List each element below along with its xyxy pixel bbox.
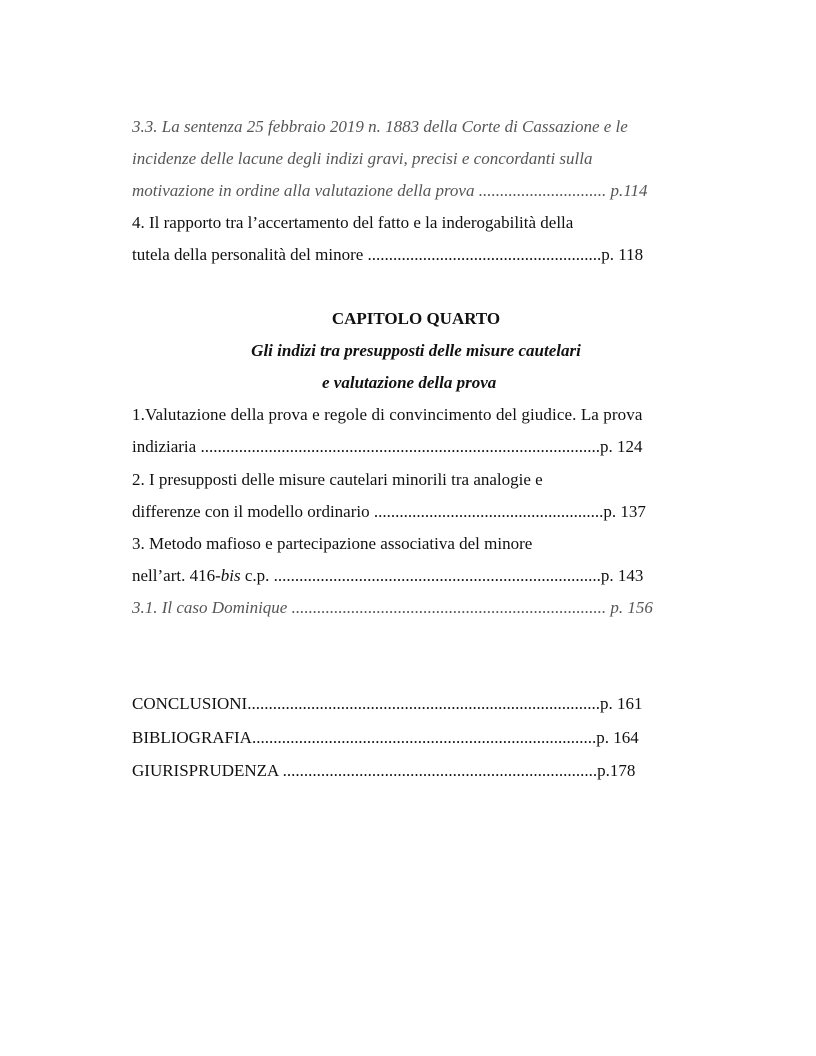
toc-1-line-1: 1.Valutazione della prova e regole di convincimento del giudice. La prova [132, 405, 643, 424]
toc-conclusioni: CONCLUSIONI...................................................................................p. 161 [132, 694, 643, 713]
toc-2-line-2: differenze con il modello ordinario ......................................................p. 137 [132, 502, 646, 521]
toc-3-3-line-1: 3.3. La sentenza 25 febbraio 2019 n. 1883 della Corte di Cassazione e le [132, 117, 628, 136]
toc-3-line-1: 3. Metodo mafioso e partecipazione associativa del minore [132, 534, 533, 553]
chapter-subtitle-line-2: e valutazione della prova [322, 373, 497, 392]
toc-4-line-2: tutela della personalità del minore .......................................................p. 118 [132, 245, 644, 264]
toc-3-line-2-prefix: nell’art. 416- [132, 566, 221, 585]
toc-3-line-2-italic: bis [220, 566, 241, 585]
toc-3-3-line-3: motivazione in ordine alla valutazione della prova .............................. p.114 [132, 181, 648, 200]
toc-bibliografia: BIBLIOGRAFIA.................................................................................p. 164 [132, 728, 639, 747]
toc-4-line-1: 4. Il rapporto tra l’accertamento del fatto e la inderogabilità della [132, 213, 574, 232]
toc-1-line-2: indiziaria ..............................................................................................p. 124 [132, 437, 643, 456]
chapter-heading: CAPITOLO QUARTO [331, 309, 501, 328]
toc-3-3-line-2: incidenze delle lacune degli indizi gravi, precisi e concordanti sulla [132, 149, 593, 168]
toc-3-line-2-suffix: c.p. .............................................................................p. 143 [240, 566, 644, 585]
toc-3-line-2 [132, 566, 700, 586]
toc-2-line-1: 2. I presupposti delle misure cautelari minorili tra analogie e [132, 470, 543, 489]
toc-giurisprudenza: GIURISPRUDENZA ..........................................................................p.178 [132, 761, 636, 780]
chapter-subtitle-line-1: Gli indizi tra presupposti delle misure cautelari [251, 341, 581, 360]
toc-3-1-line-1: 3.1. Il caso Dominique .......................................................................... p. 156 [132, 598, 653, 617]
